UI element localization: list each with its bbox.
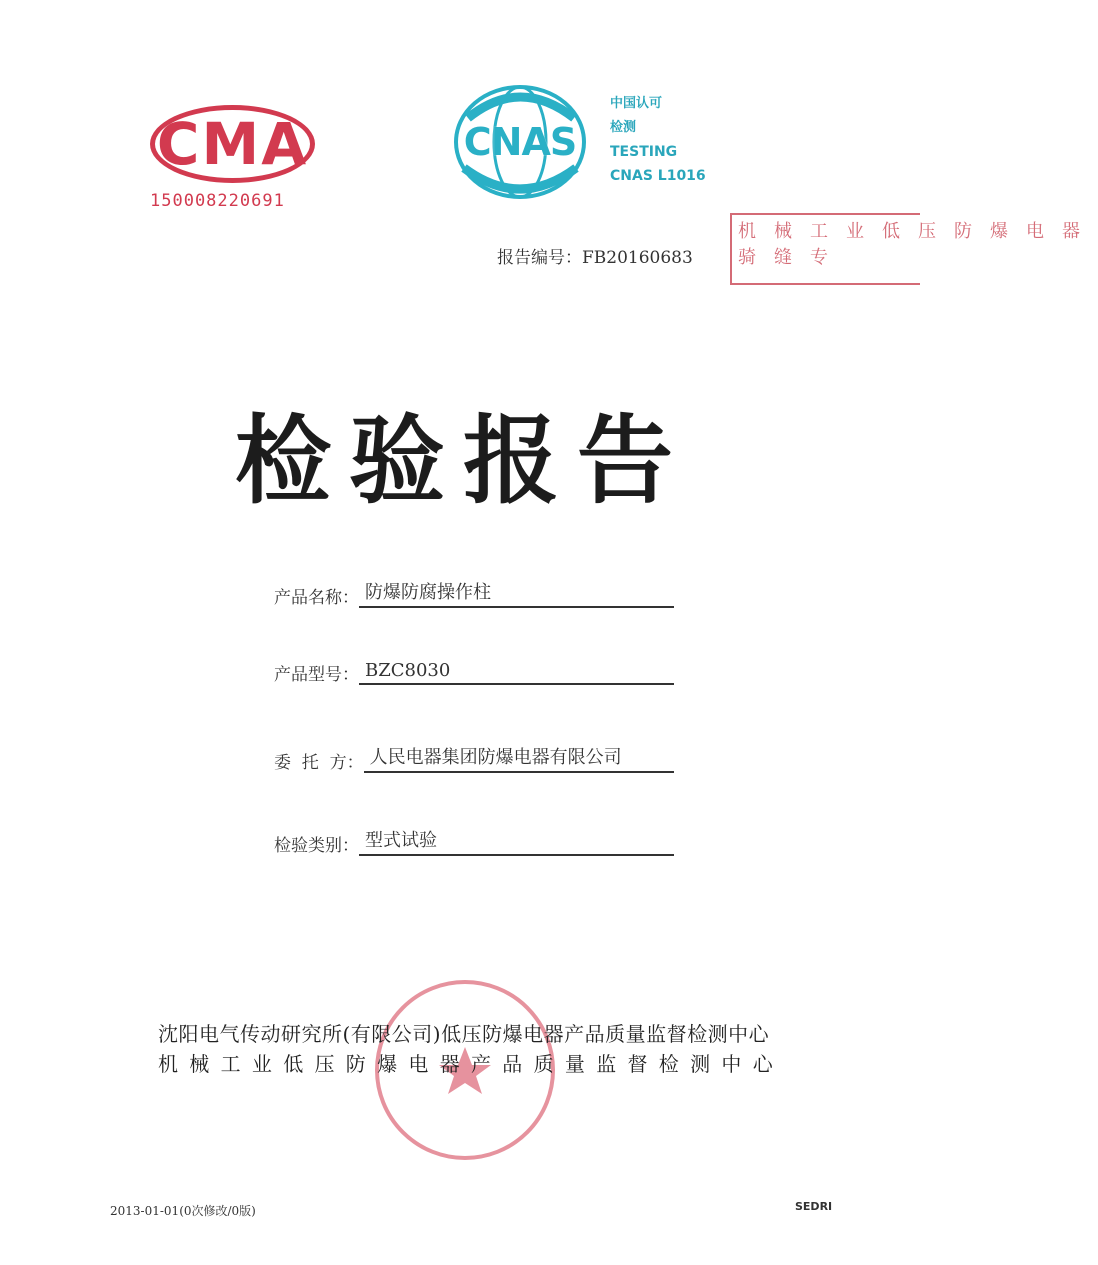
perforation-seal <box>730 213 1098 285</box>
cnas-caption <box>610 92 706 188</box>
cnas-line: 中国认可 <box>610 96 663 111</box>
cma-number: 150008220691 <box>150 191 285 211</box>
footer-version: 2013-01-01(0次修改/0版) <box>110 1204 256 1218</box>
field-value: 型式试验 <box>359 826 674 856</box>
cma-logo <box>150 105 325 211</box>
cnas-mark: CNAS <box>463 120 577 164</box>
field-label: 产品型号： <box>274 665 359 685</box>
cnas-line: TESTING <box>610 144 678 160</box>
seal-line: 骑缝专 <box>738 247 846 268</box>
field-label: 产品名称： <box>274 588 359 608</box>
cnas-line: CNAS L1016 <box>610 168 706 184</box>
footer-logo: SEDRI <box>795 1200 833 1213</box>
issuer-line: 机械工业低压防爆电器产品质量监督检测中心 <box>158 1052 784 1076</box>
field-product-model <box>274 660 674 685</box>
field-product-name <box>274 578 674 608</box>
field-client <box>274 743 674 773</box>
field-test-type <box>274 826 674 856</box>
field-label: 检验类别： <box>274 836 359 856</box>
page-title: 检验报告 <box>235 405 691 517</box>
cma-mark: CMA <box>150 105 315 183</box>
seal-line: 机械工业低压防爆电器 <box>738 221 1098 242</box>
field-value: 人民电器集团防爆电器有限公司 <box>364 743 674 773</box>
field-value: BZC8030 <box>359 660 674 685</box>
report-number: 报告编号：FB20160683 <box>497 248 693 268</box>
cnas-logo <box>450 82 730 202</box>
field-value: 防爆防腐操作柱 <box>359 578 674 608</box>
field-label: 委 托 方： <box>274 753 364 773</box>
cnas-line: 检测 <box>610 120 637 135</box>
issuer-line: 沈阳电气传动研究所(有限公司)低压防爆电器产品质量监督检测中心 <box>158 1022 770 1046</box>
